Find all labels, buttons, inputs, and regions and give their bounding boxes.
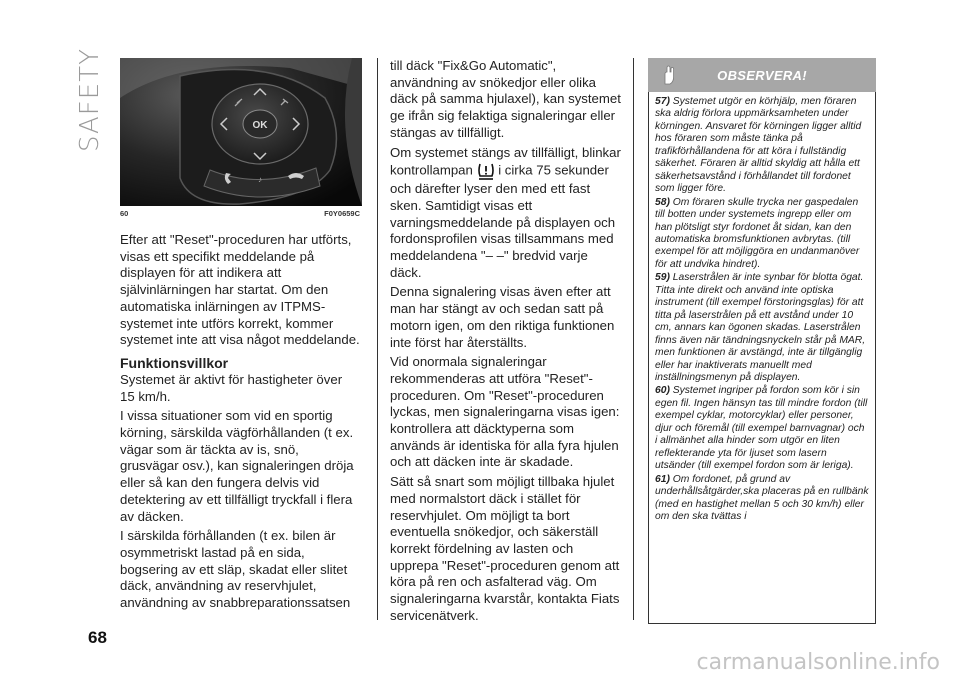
ok-button-label: OK xyxy=(252,120,268,131)
paragraph: till däck "Fix&Go Automatic", användning av snökedjor eller olika däck på samma hjulaxel), kan systemet ge ifrån sig felaktiga signaleringar eller stängas av tillfälligt. xyxy=(390,58,621,140)
paragraph: Systemet är aktivt för hastigheter över 15 km/h. xyxy=(120,371,343,404)
warning-note-box xyxy=(648,58,876,624)
svg-text:♪: ♪ xyxy=(258,175,262,184)
note-item: 57) Systemet utgör en körhjälp, men föraren ska aldrig förlora uppmärksamheten under körningen. Ansvaret för körningen ligger alltid hos föraren som måste tänka på trafikförhållandena för att köra i fullständig säkerhet. Föraren är alltid skyldig att hålla ett säkerhetsavstånd i förhållandet till fordonet som ligger före. xyxy=(655,96,862,195)
paragraph: I särskilda förhållanden (t ex. bilen är osymmetriskt lastad på en sida, bogsering av ett släp, skadat eller slitet däck, användning av reservhjulet, användning av snabbreparationssatsen xyxy=(120,528,351,611)
paragraph: Denna signalering visas även efter att man har stängt av och sedan satt på motorn igen, om den riktiga funktionen inte först har återställts. xyxy=(390,284,615,350)
steering-wheel-figure xyxy=(120,58,362,206)
column-divider xyxy=(377,58,378,620)
watermark: carmanualsonline.info xyxy=(696,650,940,675)
column-left xyxy=(120,58,360,615)
paragraph: Efter att "Reset"-proceduren har utförts, visas ett specifikt meddelande på displayen för att indikera att självinlärningen har startat. Om den automatiska inlärningen av ITPMS-systemet inte utförs korrekt, kommer systemet inte att visa något meddelande. xyxy=(120,232,360,348)
column-divider xyxy=(633,58,634,620)
paragraph: Sätt så snart som möjligt tillbaka hjulet med normalstort däck i stället för reservhjulet. Om möjligt ta bort eventuella snökedjor, och säkerställ korrekt fördelning av lasten och upprepa "Reset"-proceduren genom att köra på ren och asfalterad väg. Om signaleringarna kvarstår, kontakta Fiats servicenätverk. xyxy=(390,474,620,623)
note-header xyxy=(648,58,876,92)
paragraph: I vissa situationer som vid en sportig körning, särskilda vägförhållanden (t ex. vägar som är täckta av is, snö, grusvägar osv.), kan signaleringen dröja eller så kan den fungera delvis vid detektering av ett tillfälligt tryckfall i flera av däcken. xyxy=(120,408,354,524)
figure-number: 60 xyxy=(120,209,129,218)
section-label: SAFETY xyxy=(75,48,105,152)
figure-code: F0Y0659C xyxy=(324,209,360,218)
note-item: 58) Om föraren skulle trycka ner gaspedalen till botten under systemets ingrepp eller om han plötsligt styr fordonet åt sidan, kan den automatiska bromsfunktionen avbrytas. (till exempel för att möjliggöra en undanmanöver för att undvika hindret). xyxy=(655,196,860,270)
warning-hand-icon xyxy=(658,64,680,91)
note-item: 59) Laserstrålen är inte synbar för blotta ögat. Titta inte direkt och använd inte optiska instrument (till exempel förstoringsglas) för att titta på laserstrålen på ett avstånd under 10 cm, annars kan ögonen skadas. Laserstrålen finns även när tändningsnyckeln står på MAR, men funktionen är avstängd, inte är tillgänglig eller har inaktiverats manuellt med inställningsmenyn på displayen. xyxy=(655,272,866,383)
figure-caption xyxy=(120,209,360,218)
steering-wheel-controls-illustration xyxy=(120,58,362,206)
column-middle xyxy=(390,58,622,628)
note-title: OBSERVERA! xyxy=(717,67,807,83)
paragraph-with-icon: Om systemet stängs av tillfälligt, blinkar kontrollampan i cirka 75 sekunder och därefter lyser den med ett fast sken. Samtidigt visas ett varningsmeddelande på displayen och fordonsprofilen visas tillsammans med meddelandena "– –" bredvid varje däck. xyxy=(390,144,621,280)
note-item: 60) Systemet ingriper på fordon som kör i sin egen fil. Ingen hänsyn tas till mindre fordon (till exempel cyklar, motorcyklar) eller personer, djur och föremål (till exempel barnvagnar) och i allmänhet alla hinder som utgör en liten reflekterande yta för ljuset som lasern utsänder (till exempel fordon som är leriga). xyxy=(655,385,868,472)
tire-pressure-warning-icon xyxy=(477,161,495,181)
note-item: 61) Om fordonet, på grund av underhållsåtgärder,ska placeras på en rullbänk (med en hastighet mellan 5 och 30 km/h) eller om den ska tvättas i xyxy=(655,473,869,522)
page-number: 68 xyxy=(88,628,107,647)
section-heading: Funktionsvillkor xyxy=(120,354,229,371)
paragraph: Vid onormala signaleringar rekommenderas att utföra "Reset"-proceduren. Om "Reset"-proceduren lyckas, men signaleringarna visas igen: kontrollera att däcktyperna som används är identiska för alla fyra hjulen och att däcken inte är skadade. xyxy=(390,354,620,470)
note-body xyxy=(648,92,876,624)
